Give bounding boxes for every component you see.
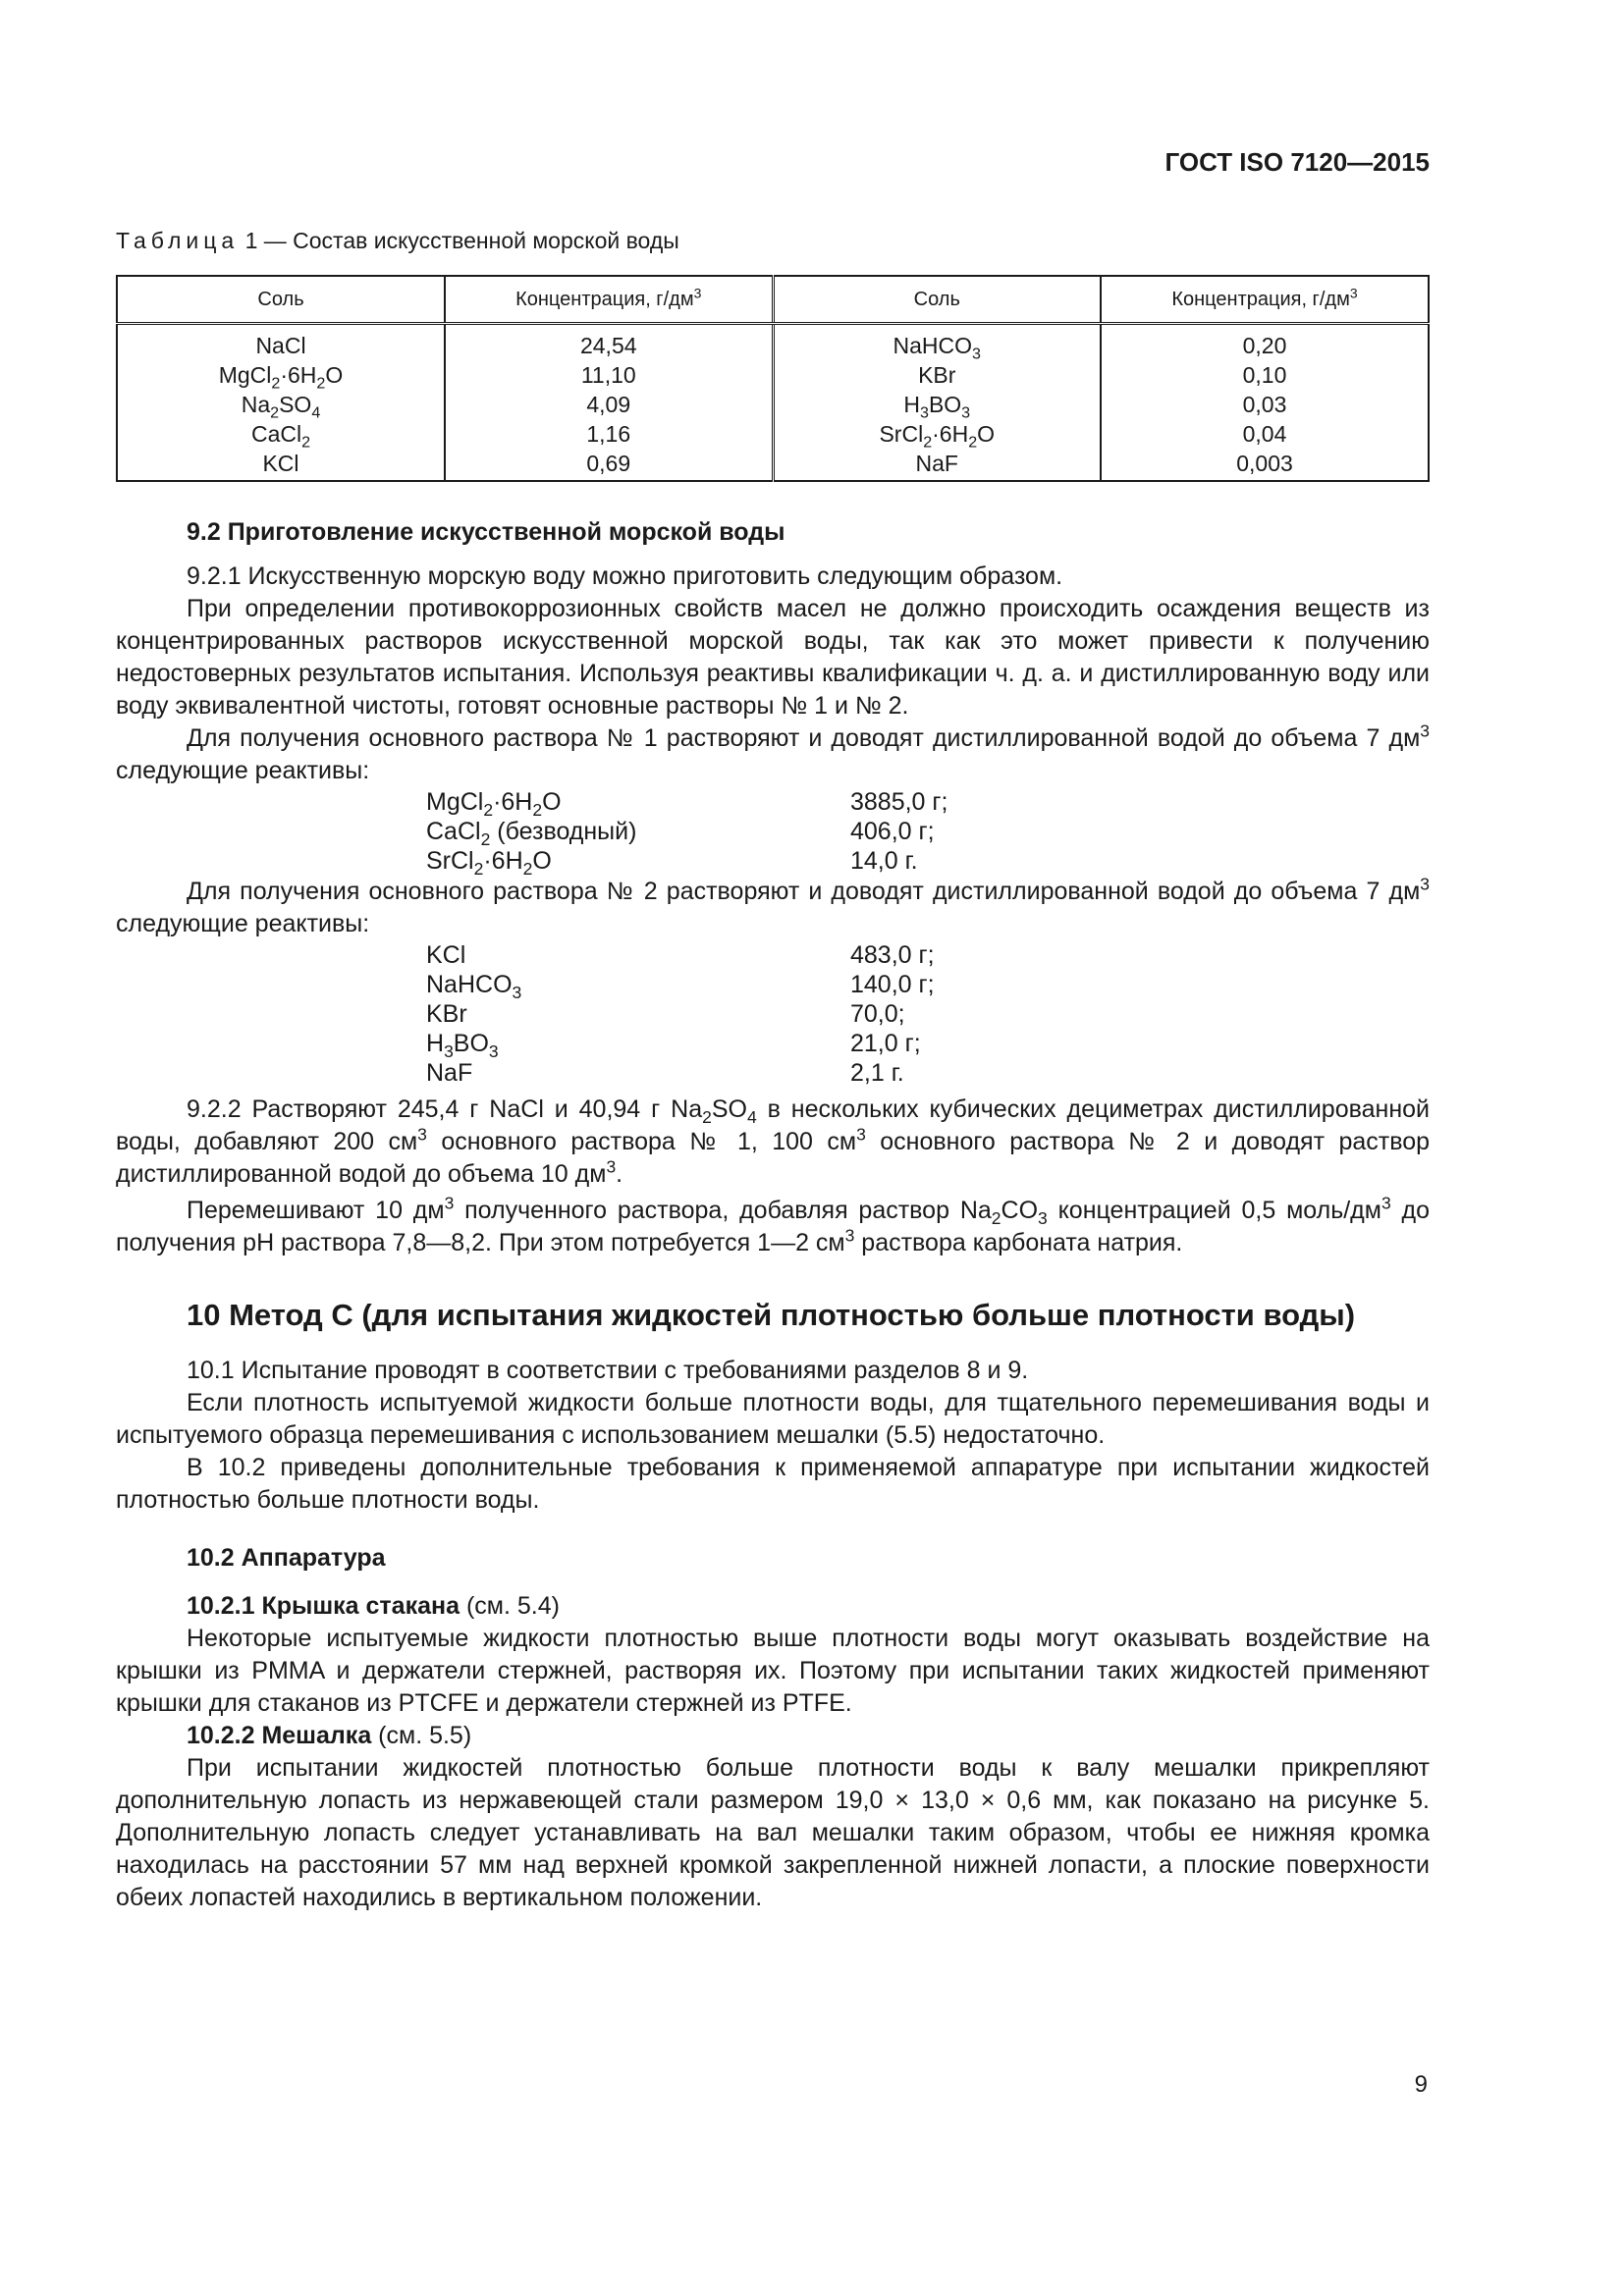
salt-mgcl2: $MgCl_2\cdot 6H_2O$ <box>218 362 344 393</box>
salt-nacl: NaCl <box>255 333 306 358</box>
reagent-formula: $SrCl_2\cdot 6H_2O$ <box>426 847 552 879</box>
conc-right-cell: 0,20 0,10 0,03 0,04 0,003 <box>1101 324 1429 482</box>
reagent-amount: 14,0 г. <box>850 847 918 875</box>
subsection-heading: 10.2.2 Мешалка (см. 5.5) <box>187 1722 472 1749</box>
reagent-amount: 70,0; <box>850 1000 905 1028</box>
table-caption <box>116 228 679 254</box>
section-9-2 <box>116 516 1430 1914</box>
paragraph: При определении противокоррозионных свойств масел не должно происходить осаждения веществ из концентрированных растворов искусственной морской воды, так как это может привести к получению недостоверных результатов испытания. Используя реактивы квалификации ч. д. а. и дистиллированную воду или воду эквивалентной чистоты, готовят основные растворы № 1 и № 2. <box>116 595 1430 720</box>
paragraph: Перемешивают 10 $дм^3$ полученного раствора, добавляя раствор $Na_2CO_3$ концентрацией 0,5 моль/$дм^3$ до получения pH раствора 7,8—8,2. При этом потребуется 1—2 $см^3$ раствора карбоната натрия. <box>116 1193 1431 1256</box>
document-header: ГОСТ ISO 7120—2015 <box>1164 147 1430 177</box>
salt-kcl: KCl <box>262 451 299 476</box>
table-caption-rest: 1 — Состав искусственной морской воды <box>239 228 679 253</box>
paragraph: Некоторые испытуемые жидкости плотностью выше плотности воды могут оказывать воздействие на крышки из PMMA и держатели стержней, растворяя их. Поэтому при испытании таких жидкостей применяют крышки для стаканов из PTCFE и держатели стержней из PTFE. <box>116 1625 1430 1717</box>
salt-h3bo3: $H_3BO_3$ <box>903 392 971 422</box>
salts-left-cell <box>117 324 445 482</box>
reagent-list-1 <box>426 787 1430 879</box>
col-conc-left: Концентрация, $г/дм^3$ <box>445 276 773 324</box>
reagent-formula: NaHCO$_3$ <box>426 971 522 1002</box>
col-conc-right: Концентрация, $г/дм^3$ <box>1101 276 1429 324</box>
salt-kbr: KBr <box>918 362 956 388</box>
paragraph: Если плотность испытуемой жидкости больше плотности воды, для тщательного перемешивания воды и испытуемого образца перемешивания с использованием мешалки (5.5) недостаточно. <box>116 1389 1430 1449</box>
section-10-title: 10 Метод C (для испытания жидкостей плотностью больше плотности воды) <box>187 1298 1356 1332</box>
subsection-title: 10.2 Аппаратура <box>187 1544 386 1572</box>
page-number: 9 <box>1414 2071 1428 2098</box>
table-caption-word: Таблица <box>116 228 240 253</box>
paragraph: Для получения основного раствора № 2 растворяют и доводят дистиллированной водой до объема 7 $дм^3$ следующие реактивы: <box>116 874 1430 937</box>
paragraph: При испытании жидкостей плотностью больше плотности воды к валу мешалки прикрепляют дополнительную лопасть из нержавеющей стали размером 19,0 × 13,0 × 0,6 мм, как показано на рисунке 5. Дополнительную лопасть следует устанавливать на вал мешалки таким образом, чтобы ее нижняя кромка находилась на расстоянии 57 мм над верхней кромкой закрепленной нижней лопасти, а плоские поверхности обеих лопастей находились в вертикальном положении. <box>116 1754 1430 1911</box>
reagent-formula: $MgCl_2\cdot 6H_2O$ <box>426 788 562 820</box>
salt-srcl2: $SrCl_2\cdot 6H_2O$ <box>879 421 996 452</box>
seawater-composition-table <box>116 275 1430 482</box>
reagent-formula: KCl <box>426 941 466 969</box>
table-row <box>117 324 1429 482</box>
reagent-formula: NaF <box>426 1059 473 1087</box>
reagent-amount: 2,1 г. <box>850 1059 904 1087</box>
paragraph: 10.1 Испытание проводят в соответствии с требованиями разделов 8 и 9. <box>187 1357 1029 1384</box>
salt-cacl2: CaCl$_2$ <box>250 421 311 452</box>
paragraph: В 10.2 приведены дополнительные требования к применяемой аппаратуре при испытании жидкостей плотностью больше плотности воды. <box>116 1454 1430 1514</box>
subsection-heading: 10.2.1 Крышка стакана (см. 5.4) <box>187 1592 560 1620</box>
table-header-row <box>117 276 1429 324</box>
paragraph: 9.2.1 Искусственную морскую воду можно приготовить следующим образом. <box>187 562 1063 590</box>
col-salt-right: Соль <box>773 276 1101 324</box>
col-salt-left: Соль <box>117 276 445 324</box>
reagent-amount: 140,0 г; <box>850 971 935 998</box>
reagent-amount: 483,0 г; <box>850 941 935 969</box>
conc-left-cell: 24,54 11,10 4,09 1,16 0,69 <box>445 324 773 482</box>
paragraph: Для получения основного раствора № 1 растворяют и доводят дистиллированной водой до объема 7 $дм^3$ следующие реактивы: <box>116 721 1430 784</box>
reagent-amount: 21,0 г; <box>850 1030 921 1057</box>
section-title: 9.2 Приготовление искусственной морской воды <box>187 518 785 546</box>
salt-nahco3: NaHCO$_3$ <box>893 333 981 363</box>
reagent-amount: 406,0 г; <box>850 818 935 845</box>
salt-naf: NaF <box>915 451 958 476</box>
paragraph: 9.2.2 Растворяют 245,4 г NaCl и 40,94 г $Na_2SO_4$ в нескольких кубических дециметрах дистиллированной воды, добавляют 200 $см^3$ основного раствора № 1, 100 $см^3$ основного раствора № 2 и доводят раствор дистиллированной водой до объема 10 $дм^3$. <box>116 1095 1431 1188</box>
reagent-formula: CaCl$_2$ (безводный) <box>426 818 637 849</box>
reagent-formula: KBr <box>426 1000 467 1028</box>
reagent-list-2 <box>426 940 1430 1088</box>
salts-right-cell <box>773 324 1101 482</box>
reagent-formula: $H_3BO_3$ <box>426 1030 499 1061</box>
salt-na2so4: $Na_2SO_4$ <box>241 392 321 422</box>
reagent-amount: 3885,0 г; <box>850 788 948 816</box>
